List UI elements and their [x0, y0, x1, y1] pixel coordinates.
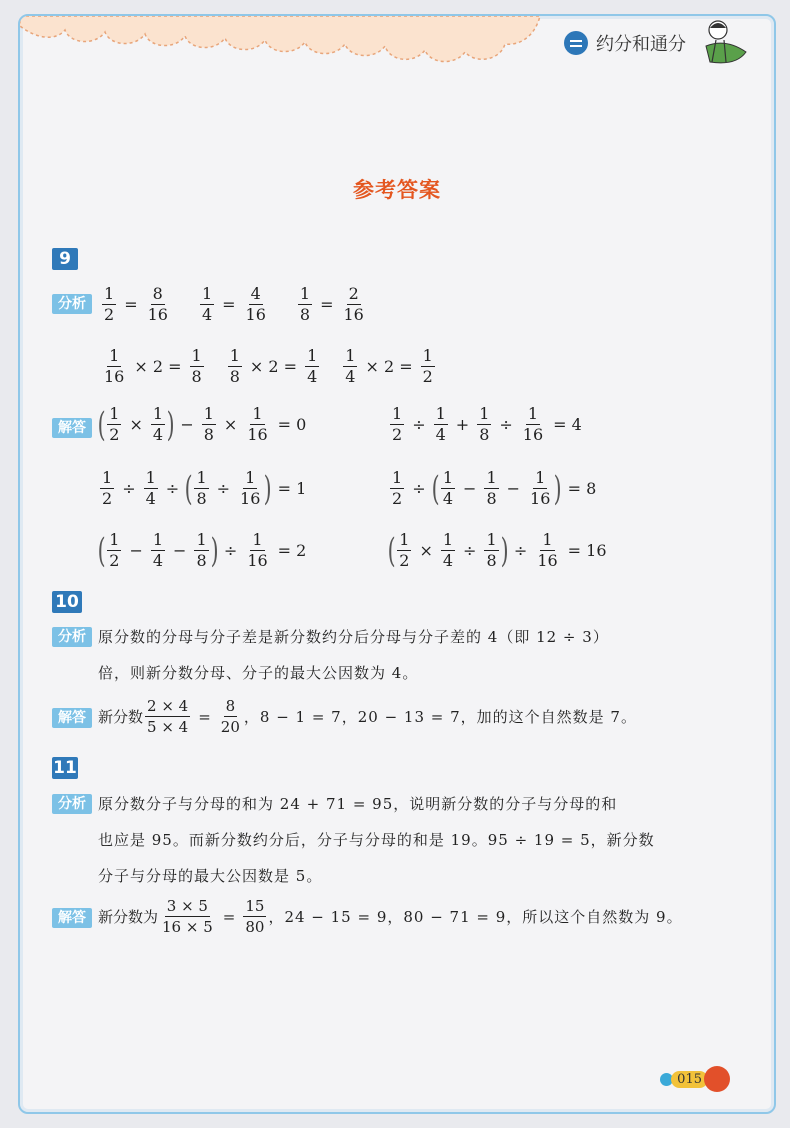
numerator: 1: [109, 530, 120, 549]
fraction: [102, 346, 126, 387]
left-paren: (: [184, 468, 193, 509]
fraction: [100, 468, 114, 509]
numerator: 1: [196, 530, 207, 549]
fraction: [145, 696, 190, 737]
left-paren: (: [97, 404, 106, 445]
operator: ×: [419, 541, 433, 560]
analysis-fractions-row-2: [100, 346, 457, 387]
denominator: 16: [247, 425, 268, 444]
answer-tag: 解答: [52, 908, 92, 928]
numerator: 1: [196, 468, 207, 487]
problem-number-11: 11: [53, 758, 77, 778]
denominator: 16: [104, 367, 125, 386]
fraction: [144, 468, 158, 509]
fraction: [477, 404, 491, 445]
operator: =: [222, 295, 236, 314]
numerator: 1: [145, 468, 156, 487]
numerator: 8: [152, 284, 163, 303]
numerator: 1: [442, 530, 454, 549]
fraction: [484, 468, 498, 509]
fraction: [342, 284, 366, 325]
numerator: 1: [399, 530, 410, 549]
numerator: 1: [307, 346, 318, 365]
numerator: 1: [535, 468, 546, 487]
ball-icon: [704, 1066, 730, 1092]
denominator: 8: [191, 367, 202, 386]
operator: +: [455, 415, 470, 434]
operator: =: [320, 295, 334, 314]
fraction: [390, 404, 404, 445]
fraction: [397, 530, 411, 571]
fraction: [238, 468, 262, 509]
equation-2: [388, 404, 588, 445]
right-paren: ): [166, 404, 175, 445]
numerator: 2: [348, 284, 359, 303]
denominator: 16: [240, 489, 261, 508]
section-number-badge: [564, 31, 588, 55]
fraction: [146, 284, 170, 325]
fraction: [151, 530, 165, 571]
denominator: 4: [442, 489, 454, 508]
fraction: [441, 468, 455, 509]
result: = 1: [277, 479, 307, 498]
fraction: [160, 896, 215, 937]
page-number-text: 015: [671, 1071, 708, 1088]
denominator: 4: [152, 551, 164, 570]
result: = 4: [553, 415, 582, 434]
numerator: 1: [152, 404, 164, 423]
denominator: 16: [522, 425, 544, 444]
numerator: 1: [109, 404, 120, 423]
answer-rest: ，24 − 15 = 9，80 − 71 = 9，所以这个自然数为 9。: [268, 908, 683, 926]
right-paren: ): [554, 468, 563, 509]
right-paren: ): [500, 530, 509, 571]
denominator: 4: [345, 367, 356, 386]
denominator: 2: [392, 489, 403, 508]
equals-sign: =: [198, 707, 211, 726]
section-header: [564, 30, 686, 56]
fraction: [200, 284, 214, 325]
denominator: 8: [486, 551, 497, 570]
operator: ÷: [513, 541, 528, 560]
denominator: 8: [229, 367, 240, 386]
denominator: 2: [399, 551, 410, 570]
denominator: 2: [422, 367, 433, 386]
denominator: 2: [109, 551, 120, 570]
analysis-tag: 分析: [52, 794, 92, 814]
fraction: [228, 346, 242, 387]
fraction: [245, 530, 269, 571]
numerator: 1: [345, 346, 356, 365]
denominator: 2: [392, 425, 403, 444]
denominator: 4: [307, 367, 318, 386]
answer-tag: 解答: [52, 418, 92, 438]
answer-prefix: 新分数为: [98, 908, 159, 926]
operator: −: [173, 541, 187, 560]
denominator: 8: [486, 489, 497, 508]
denominator: 5 × 4: [147, 718, 189, 736]
fraction: [190, 346, 204, 387]
numerator: 1: [422, 346, 433, 365]
answer-tag: 解答: [52, 708, 92, 728]
denominator: 4: [145, 489, 156, 508]
operator: ÷: [122, 479, 136, 498]
operator: =: [124, 295, 138, 314]
fraction: [390, 468, 404, 509]
fraction: [484, 530, 498, 571]
numerator: 8: [225, 697, 236, 715]
numerator: 1: [229, 346, 240, 365]
equation-4: [388, 468, 602, 509]
denominator: 8: [479, 425, 490, 444]
fraction: [535, 530, 559, 571]
problem-number-9: 9: [52, 248, 78, 270]
fraction: [305, 346, 319, 387]
result: = 8: [567, 479, 597, 498]
numerator: 1: [486, 530, 497, 549]
operator: ÷: [463, 541, 477, 560]
answer-line-10: [98, 696, 637, 737]
numerator: 4: [250, 284, 261, 303]
fraction: [528, 468, 552, 509]
numerator: 2 × 4: [147, 697, 189, 715]
fraction: [107, 404, 121, 445]
denominator: 16: [530, 489, 551, 508]
fraction: [244, 284, 268, 325]
fraction: [202, 404, 216, 445]
section-title: 约分和通分: [596, 34, 686, 55]
numerator: 1: [252, 530, 263, 549]
numerator: 1: [191, 346, 202, 365]
analysis-fractions-row-1: [100, 284, 394, 325]
fraction: [243, 896, 266, 937]
analysis-text-line-2: 倍，则新分数分母、分子的最大公因数为 4。: [98, 664, 419, 682]
denominator: 16: [247, 551, 268, 570]
numerator: 1: [435, 404, 446, 423]
equals-sign: =: [222, 907, 236, 926]
operator: ÷: [412, 479, 426, 498]
equation-6: [388, 530, 613, 571]
right-paren: ): [264, 468, 273, 509]
denominator: 16: [343, 305, 364, 324]
left-paren: (: [387, 530, 396, 571]
numerator: 1: [392, 468, 403, 487]
fraction: [107, 530, 121, 571]
denominator: 80: [245, 918, 265, 936]
denominator: 2: [102, 489, 113, 508]
fraction: [343, 346, 357, 387]
operator: −: [506, 479, 521, 498]
operator: ÷: [412, 415, 426, 434]
fraction: [441, 530, 455, 571]
operator: ÷: [165, 479, 180, 498]
result: = 2: [277, 541, 307, 560]
numerator: 1: [245, 468, 256, 487]
analysis-tag: 分析: [52, 294, 92, 314]
page: [18, 14, 776, 1114]
denominator: 8: [196, 489, 207, 508]
numerator: 1: [203, 404, 214, 423]
denominator: 2: [109, 425, 120, 444]
page-number: [660, 1066, 730, 1092]
operator: −: [463, 479, 477, 498]
numerator: 3 × 5: [166, 897, 208, 915]
denominator: 4: [435, 425, 446, 444]
analysis-tag: 分析: [52, 627, 92, 647]
girl-illustration: [696, 16, 756, 72]
denominator: 16: [147, 305, 168, 324]
operator: × 2 =: [134, 357, 182, 376]
denominator: 8: [203, 425, 214, 444]
right-paren: ): [210, 530, 219, 571]
analysis-text-line-2: 也应是 95。而新分数约分后，分子与分母的和是 19。95 ÷ 19 = 5，新分数: [98, 831, 655, 849]
numerator: 1: [442, 468, 454, 487]
operator: ×: [129, 415, 143, 434]
numerator: 1: [479, 404, 490, 423]
numerator: 1: [109, 346, 120, 365]
equation-1: [98, 404, 312, 445]
problem-number-10: 10: [52, 591, 82, 613]
numerator: 15: [245, 897, 265, 915]
numerator: 1: [152, 530, 164, 549]
fraction: [194, 468, 208, 509]
numerator: 1: [252, 404, 263, 423]
numerator: 1: [486, 468, 497, 487]
numerator: 1: [542, 530, 553, 549]
fraction: [298, 284, 312, 325]
analysis-text-line-3: 分子与分母的最大公因数是 5。: [98, 867, 323, 885]
numerator: 1: [104, 284, 115, 303]
fraction: [194, 530, 208, 571]
operator: −: [180, 415, 194, 434]
denominator: 8: [196, 551, 207, 570]
page-title: 参考答案: [353, 178, 441, 202]
fraction: [151, 404, 165, 445]
operator: ÷: [216, 479, 231, 498]
denominator: 4: [442, 551, 454, 570]
denominator: 8: [299, 305, 311, 324]
denominator: 16 × 5: [162, 918, 213, 936]
operator: −: [129, 541, 143, 560]
operator: × 2 =: [249, 357, 298, 376]
equation-5: [98, 530, 312, 571]
result: = 0: [277, 415, 307, 434]
answer-rest: ，8 − 1 = 7，20 − 13 = 7，加的这个自然数是 7。: [243, 708, 637, 726]
analysis-text-line-1: 原分数的分母与分子差是新分数约分后分母与分子差的 4（即 12 ÷ 3）: [98, 628, 609, 646]
answer-line-11: [98, 896, 683, 937]
fraction: [521, 404, 545, 445]
denominator: 16: [245, 305, 266, 324]
numerator: 1: [299, 284, 311, 303]
denominator: 20: [220, 718, 240, 736]
operator: ×: [223, 415, 238, 434]
operator: × 2 =: [365, 357, 413, 376]
left-paren: (: [97, 530, 106, 571]
answer-prefix: 新分数: [98, 708, 144, 726]
operator: ÷: [223, 541, 238, 560]
denominator: 4: [201, 305, 213, 324]
fraction: [434, 404, 448, 445]
numerator: 1: [527, 404, 539, 423]
section-badge-glyph: [570, 40, 582, 42]
analysis-text-line-1: 原分数分子与分母的和为 24 + 71 = 95，说明新分数的分子与分母的和: [98, 795, 618, 813]
denominator: 2: [104, 305, 115, 324]
result: = 16: [567, 541, 607, 560]
fraction: [102, 284, 116, 325]
fraction: [245, 404, 269, 445]
denominator: 4: [152, 425, 164, 444]
fraction: [421, 346, 435, 387]
equation-3: [98, 468, 312, 509]
numerator: 1: [102, 468, 113, 487]
denominator: 16: [537, 551, 558, 570]
operator: ÷: [499, 415, 513, 434]
numerator: 1: [201, 284, 213, 303]
numerator: 1: [392, 404, 403, 423]
fraction: [219, 696, 242, 737]
left-paren: (: [431, 468, 440, 509]
